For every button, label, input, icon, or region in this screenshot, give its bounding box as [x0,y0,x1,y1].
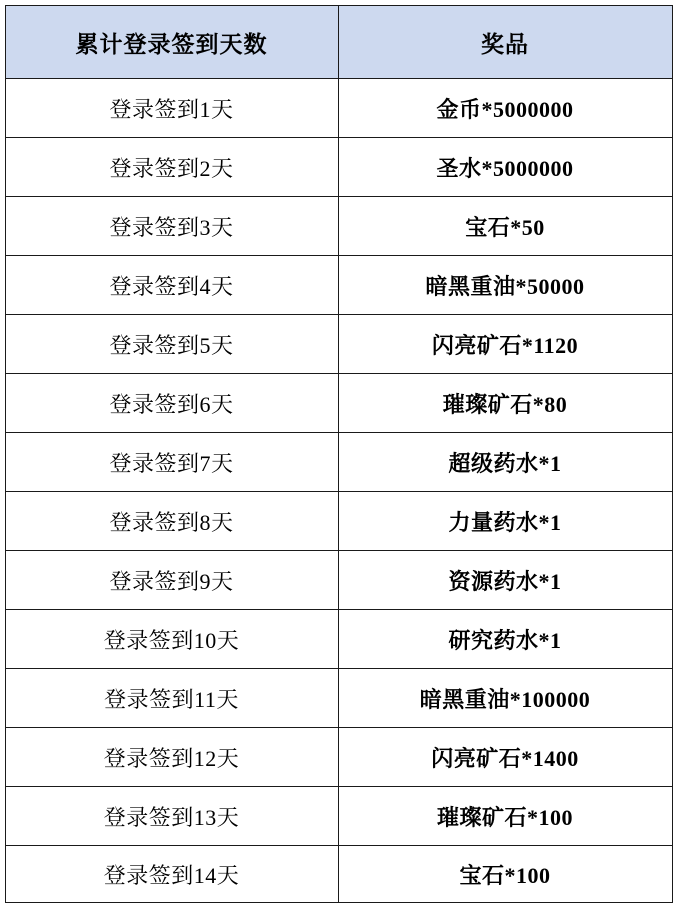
table-row [5,846,672,903]
table-header [5,6,672,79]
cell-prize: 金币*5000000 [338,79,672,138]
cell-days: 登录签到7天 [5,433,338,492]
cell-prize: 闪亮矿石*1400 [338,728,672,787]
cell-prize: 资源药水*1 [338,551,672,610]
cell-days: 登录签到1天 [5,79,338,138]
cell-days: 登录签到8天 [5,492,338,551]
cell-days: 登录签到11天 [5,669,338,728]
table-row [5,374,672,433]
cell-days: 登录签到10天 [5,610,338,669]
cell-days: 登录签到9天 [5,551,338,610]
table-row [5,433,672,492]
cell-prize: 研究药水*1 [338,610,672,669]
cell-prize: 宝石*50 [338,197,672,256]
cell-prize: 宝石*100 [338,846,672,903]
cell-days: 登录签到6天 [5,374,338,433]
column-header-days: 累计登录签到天数 [5,6,338,79]
table-body [5,79,672,903]
table-row [5,492,672,551]
table-header-row [5,6,672,79]
cell-days: 登录签到2天 [5,138,338,197]
table-row [5,610,672,669]
login-rewards-table [5,5,673,903]
table-row [5,551,672,610]
cell-prize: 璀璨矿石*80 [338,374,672,433]
cell-days: 登录签到5天 [5,315,338,374]
table-row [5,315,672,374]
table-row [5,787,672,846]
table-row [5,669,672,728]
table-row [5,728,672,787]
table-row [5,79,672,138]
cell-days: 登录签到12天 [5,728,338,787]
cell-days: 登录签到4天 [5,256,338,315]
cell-days: 登录签到3天 [5,197,338,256]
cell-prize: 璀璨矿石*100 [338,787,672,846]
cell-prize: 超级药水*1 [338,433,672,492]
column-header-prize: 奖品 [338,6,672,79]
cell-days: 登录签到14天 [5,846,338,903]
cell-prize: 力量药水*1 [338,492,672,551]
cell-prize: 暗黑重油*100000 [338,669,672,728]
table-row [5,256,672,315]
table-row [5,138,672,197]
cell-prize: 圣水*5000000 [338,138,672,197]
table-row [5,197,672,256]
cell-prize: 暗黑重油*50000 [338,256,672,315]
cell-prize: 闪亮矿石*1120 [338,315,672,374]
cell-days: 登录签到13天 [5,787,338,846]
